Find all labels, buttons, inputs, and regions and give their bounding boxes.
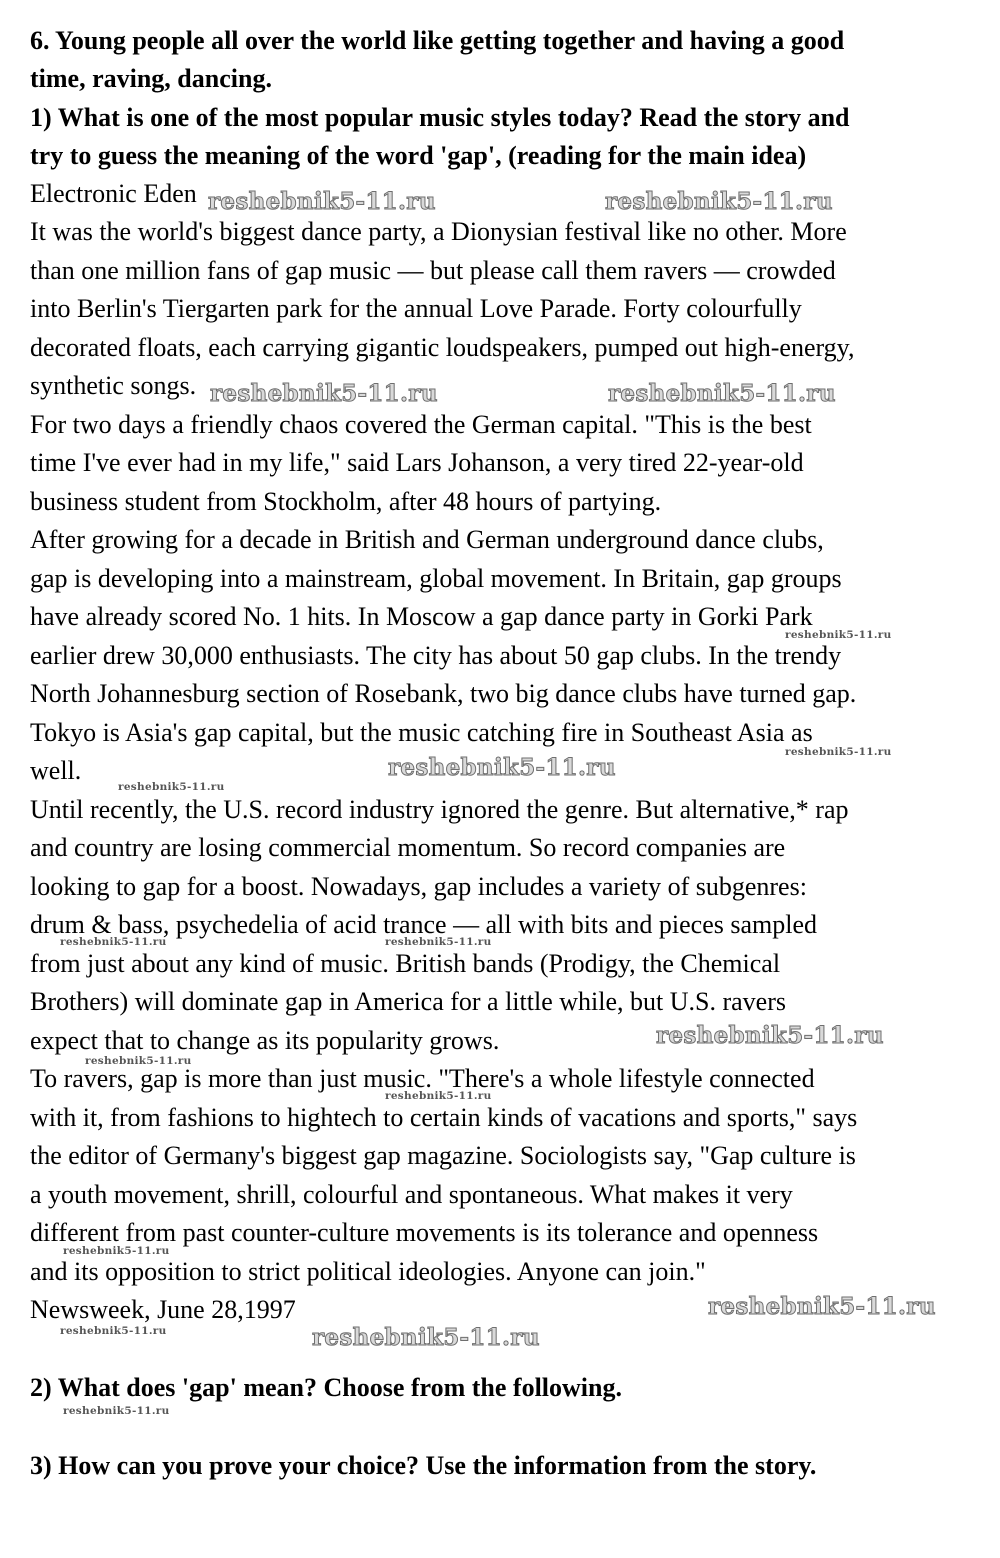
story-line: synthetic songs. [30,371,197,400]
story-line: business student from Stockholm, after 48 hours of partying. [30,487,662,516]
story-title: Electronic Eden [30,179,197,208]
watermark: reshebnik5-11.ru [385,936,492,948]
story-line: and its opposition to strict political ideologies. Anyone can join." [30,1257,706,1286]
watermark: reshebnik5-11.ru [312,1324,540,1351]
watermark: reshebnik5-11.ru [118,781,225,793]
story-line: looking to gap for a boost. Nowadays, gap includes a variety of subgenres: [30,872,807,901]
watermark: reshebnik5-11.ru [785,746,892,758]
task-heading-line-1: 6. Young people all over the world like getting together and having a good [30,26,845,55]
story-line: Until recently, the U.S. record industry ignored the genre. But alternative,* rap [30,795,849,824]
story-line: Brothers) will dominate gap in America for a little while, but U.S. ravers [30,987,786,1016]
story-line: drum & bass, psychedelia of acid trance — all with bits and pieces sampled [30,910,817,939]
watermark: reshebnik5-11.ru [656,1022,884,1049]
watermark: reshebnik5-11.ru [708,1293,936,1320]
watermark: reshebnik5-11.ru [63,1245,170,1257]
story-line: Tokyo is Asia's gap capital, but the music catching fire in Southeast Asia as [30,718,813,747]
question-2: 2) What does 'gap' mean? Choose from the following. [30,1373,622,1402]
story-line: and country are losing commercial momentum. So record companies are [30,833,786,862]
watermark: reshebnik5-11.ru [210,380,438,407]
watermark: reshebnik5-11.ru [605,188,833,215]
story-line: the editor of Germany's biggest gap magazine. Sociologists say, "Gap culture is [30,1141,856,1170]
watermark: reshebnik5-11.ru [60,1325,167,1337]
watermark: reshebnik5-11.ru [85,1055,192,1067]
watermark: reshebnik5-11.ru [60,936,167,948]
question-1-line-1: 1) What is one of the most popular music styles today? Read the story and [30,103,850,132]
question-1-line-2: try to guess the meaning of the word 'gap', (reading for the main idea) [30,141,807,170]
story-line: from just about any kind of music. British bands (Prodigy, the Chemical [30,949,781,978]
story-line: with it, from fashions to hightech to certain kinds of vacations and sports," says [30,1103,858,1132]
story-line: decorated floats, each carrying gigantic loudspeakers, pumped out high-energy, [30,333,855,362]
story-line: time I've ever had in my life," said Lars Johanson, a very tired 22-year-old [30,448,804,477]
story-line: different from past counter-culture movements is its tolerance and openness [30,1218,819,1247]
story-source: Newsweek, June 28,1997 [30,1295,296,1324]
story-line: For two days a friendly chaos covered the German capital. "This is the best [30,410,812,439]
story-line: than one million fans of gap music — but please call them ravers — crowded [30,256,836,285]
story-line: gap is developing into a mainstream, global movement. In Britain, gap groups [30,564,842,593]
story-line: into Berlin's Tiergarten park for the annual Love Parade. Forty colourfully [30,294,802,323]
watermark: reshebnik5-11.ru [785,629,892,641]
watermark: reshebnik5-11.ru [608,380,836,407]
story-line: It was the world's biggest dance party, a Dionysian festival like no other. More [30,217,847,246]
story-line: a youth movement, shrill, colourful and spontaneous. What makes it very [30,1180,793,1209]
story-line: well. [30,756,82,785]
story-line: expect that to change as its popularity grows. [30,1026,500,1055]
story-line: earlier drew 30,000 enthusiasts. The city has about 50 gap clubs. In the trendy [30,641,842,670]
watermark: reshebnik5-11.ru [385,1090,492,1102]
story-line: have already scored No. 1 hits. In Moscow a gap dance party in Gorki Park [30,602,813,631]
task-heading-line-2: time, raving, dancing. [30,64,272,93]
question-3: 3) How can you prove your choice? Use the information from the story. [30,1451,817,1480]
watermark: reshebnik5-11.ru [63,1405,170,1417]
story-line: After growing for a decade in British and German underground dance clubs, [30,525,824,554]
story-line: North Johannesburg section of Rosebank, two big dance clubs have turned gap. [30,679,857,708]
watermark: reshebnik5-11.ru [208,188,436,215]
watermark: reshebnik5-11.ru [388,754,616,781]
story-line: To ravers, gap is more than just music. "There's a whole lifestyle connected [30,1064,815,1093]
